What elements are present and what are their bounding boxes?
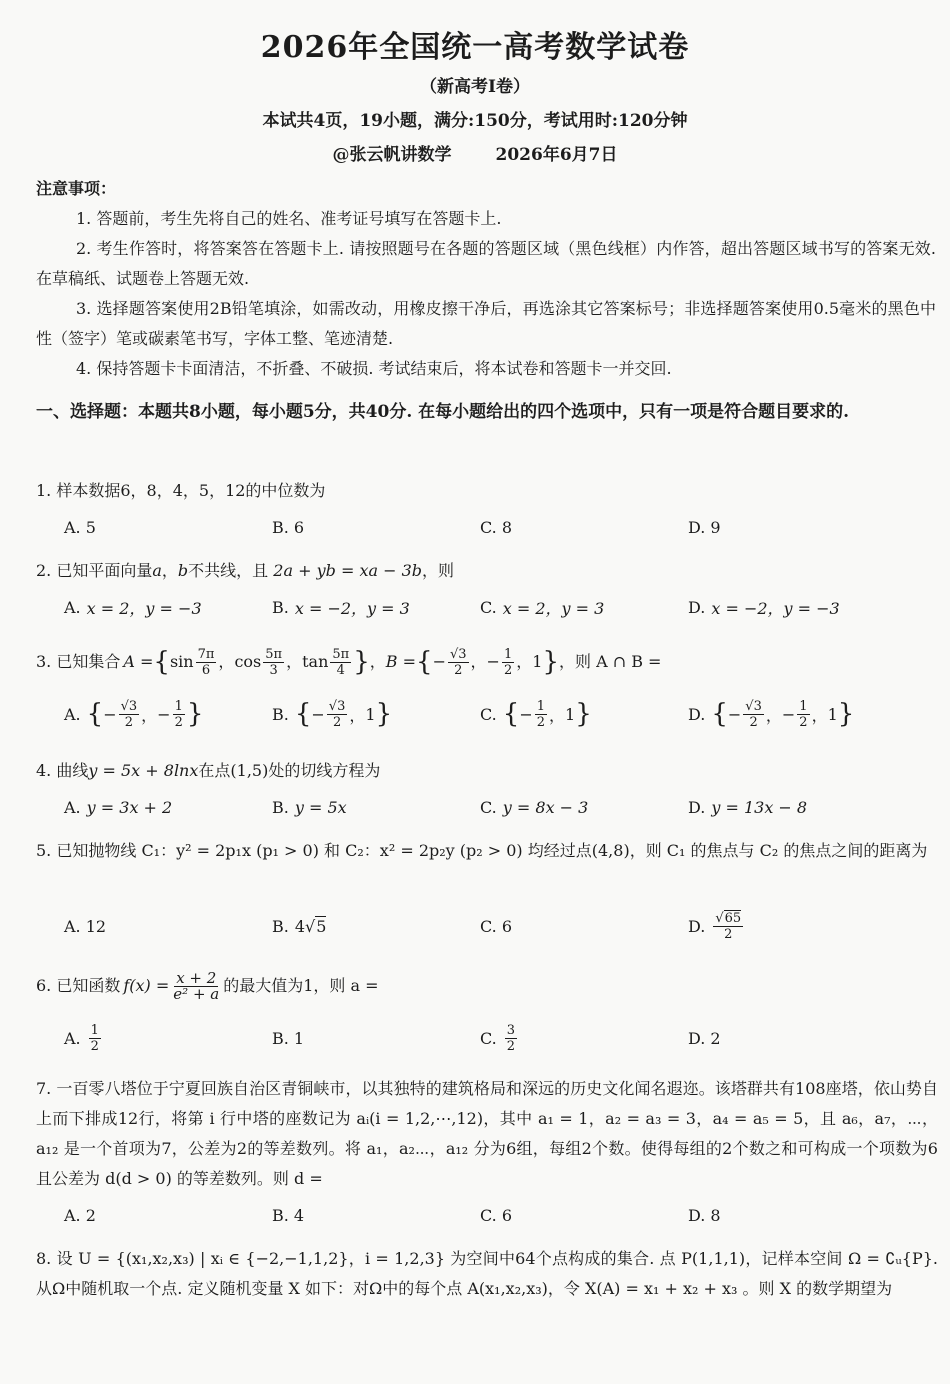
author-line — [0, 140, 950, 165]
section-heading: 一、选择题：本题共8小题，每小题5分，共40分. 在每小题给出的四个选项中，只有一项是符合题目要求的. — [36, 402, 850, 422]
question-5-options — [64, 904, 924, 948]
option-d: D. { − $\frac{√3}{2}$ ， − $\frac{1}{2}$ ， 1 } — [688, 698, 855, 730]
option-a: A. 5 — [64, 517, 96, 537]
question-4-stem: 4. 曲线y = 5x + 8lnx在点(1,5)处的切线方程为 — [36, 761, 381, 780]
option-a: A. x = 2，y = −3 — [64, 597, 202, 618]
option-a: A. { − $\frac{√3}{2}$ ， − $\frac{1}{2}$ } — [64, 698, 204, 730]
notes-heading: 注意事项： — [36, 179, 117, 198]
question-2-options — [64, 592, 924, 622]
option-b: B. 6 — [272, 517, 305, 537]
question-8-stem: 8. 设 U = {(x₁,x₂,x₃) | xᵢ ∈ {−2,−1,1,2}，i = 1,2,3} 为空间中64个点构成的集合. 点 P(1,1,1)，记样本空间 Ω = ∁ᵤ{P}. 从Ω中随机取一个点. 定义随机变量 X 如下：对Ω中的每个点 A(x₁,x₂,x₃)，令 X(A) = x₁ + x₂ + x₃ 。则 X 的数学期望为 — [36, 1249, 938, 1298]
question-7-stem: 7. 一百零八塔位于宁夏回族自治区青铜峡市，以其独特的建筑格局和深远的历史文化闻名遐迩。该塔群共有108座塔，依山势自上而下排成12行，将第 i 行中塔的座数记为 aᵢ(i = 1,2,⋯,12)，其中 a₁ = 1，a₂ = a₃ = 3，a₄ = a₅ = 5，且 a₆，a₇，⋯，a₁₂ 是一个首项为7，公差为2的等差数列。将 a₁，a₂⋯，a₁₂ 分为6组，每组2个数。使得每组的2个数之和可构成一个项数为6且公差为 d(d > 0) 的等差数列。则 d = — [36, 1079, 938, 1188]
option-c: C. $\frac{3}{2}$ — [480, 1022, 516, 1054]
option-d: D. y = 13x − 8 — [688, 797, 808, 817]
note-item: 3. 选择题答案使用2B铅笔填涂，如需改动，用橡皮擦干净后，再选涂其它答案标号；非选择题答案使用0.5毫米的黑色中性（签字）笔或碳素笔书写，字体工整、笔迹清楚. — [36, 299, 936, 348]
option-a: A. $\frac{1}{2}$ — [64, 1022, 99, 1054]
option-b: B. 4 √ 5 — [272, 916, 327, 936]
option-a: A. y = 3x + 2 — [64, 797, 173, 817]
option-d: D. x = −2，y = −3 — [688, 597, 840, 618]
option-c: C. x = 2，y = 3 — [480, 597, 605, 618]
exam-info: 本试共4页，19小题，满分:150分，考试用时:120分钟 — [262, 111, 688, 131]
option-c: C. y = 8x − 3 — [480, 797, 589, 817]
exam-subtitle: （新高考Ⅰ卷） — [420, 77, 530, 97]
question-3-stem: 3. 已知集合 A = { sin $\frac{7\pi}{6}$ ， cos $\frac{5\pi}{3}$ ， tan $\frac{5\pi}{4}$ } ， B = { − $\frac{√3}{2}$ ， − $\frac{1}{2}$ ， 1 } ，则 A ∩ B = — [36, 646, 662, 678]
option-c: C. { − $\frac{1}{2}$ ， 1 } — [480, 698, 592, 730]
option-d: D. 9 — [688, 517, 721, 537]
option-c: C. 6 — [480, 1205, 513, 1225]
question-7-options — [64, 1200, 924, 1230]
option-a: A. 2 — [64, 1205, 96, 1225]
option-b: B. x = −2，y = 3 — [272, 597, 410, 618]
option-c: C. 6 — [480, 916, 513, 936]
option-d: D. 2 — [688, 1028, 721, 1048]
note-item: 1. 答题前，考生先将自己的姓名、准考证号填写在答题卡上. — [76, 209, 502, 228]
question-2-stem: 2. 已知平面向量a，b不共线，且 2a + yb = xa − 3b，则 — [36, 561, 455, 580]
note-item: 4. 保持答题卡卡面清洁，不折叠、不破损. 考试结束后，将本试卷和答题卡一并交回. — [76, 359, 672, 378]
option-b: B. { − $\frac{√3}{2}$ ， 1 } — [272, 698, 393, 730]
exam-date: 2026年6月7日 — [495, 145, 618, 165]
option-d: D. $\frac{√65}{2}$ — [688, 910, 742, 942]
notes-list — [36, 204, 936, 384]
option-c: C. 8 — [480, 517, 513, 537]
question-3-options — [64, 692, 924, 736]
option-b: B. 4 — [272, 1205, 305, 1225]
option-b: B. y = 5x — [272, 797, 347, 817]
question-4-options — [64, 792, 924, 822]
question-5-stem: 5. 已知抛物线 C₁：y² = 2p₁x (p₁ > 0) 和 C₂：x² = 2p₂y (p₂ > 0) 均经过点(4,8)，则 C₁ 的焦点与 C₂ 的焦点之间的距离为 — [36, 841, 928, 860]
question-6-stem: 6. 已知函数 f(x) = $\frac{x + 2}{\text{e² + a}}$ 的最大值为1，则 a = — [36, 968, 379, 1003]
question-1-stem: 1. 样本数据6，8，4，5，12的中位数为 — [36, 481, 326, 500]
exam-title: 2026年全国统一高考数学试卷 — [260, 30, 690, 65]
option-d: D. 8 — [688, 1205, 721, 1225]
option-a: A. 12 — [64, 916, 107, 936]
author: @张云帆讲数学 — [332, 145, 452, 165]
vector-equation: 2a + yb = xa − 3b — [273, 561, 422, 580]
option-b: B. 1 — [272, 1028, 305, 1048]
question-1-options — [64, 512, 924, 542]
note-item: 2. 考生作答时，将答案答在答题卡上. 请按照题号在各题的答题区域（黑色线框）内作答，超出答题区域书写的答案无效. 在草稿纸、试题卷上答题无效. — [36, 239, 936, 288]
question-6-options — [64, 1016, 924, 1060]
